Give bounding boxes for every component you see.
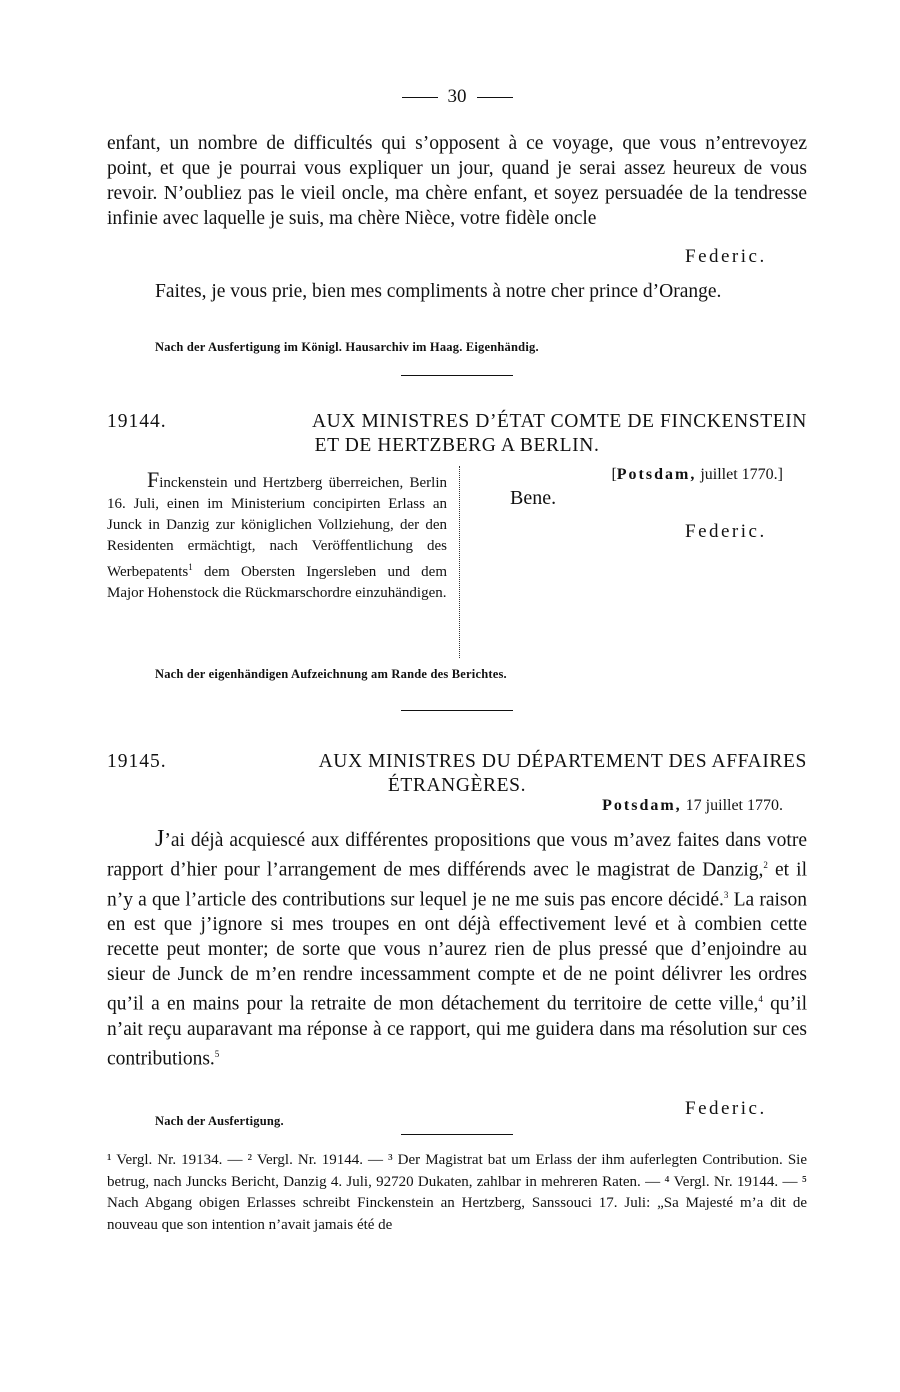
header-dash-right <box>477 97 513 98</box>
heading-line-1: AUX MINISTRES DU DÉPARTEMENT DES AFFAIRES <box>318 751 807 772</box>
section-divider <box>401 375 513 376</box>
heading-line-1: AUX MINISTRES D’ÉTAT COMTE DE FINCKENSTEIN <box>311 411 807 432</box>
letter-19144-heading <box>107 410 807 458</box>
footnote-ref-3: 3 <box>723 889 729 900</box>
footnote-ref-1: 1 <box>188 562 193 572</box>
letter-19145-dateline <box>407 797 783 815</box>
page-header <box>107 86 807 108</box>
body-text: ’ai déjà acquiescé aux différentes propositions que vous m’avez faites dans votre rapport d’hier pour l’arrangement de mes différends avec le magistrat de Danzig, <box>107 830 807 881</box>
letter-19145-heading <box>107 750 807 798</box>
section-divider <box>401 710 513 711</box>
reply-body: Bene. <box>510 487 557 509</box>
body-initial: J <box>155 826 165 852</box>
header-dash-left <box>402 97 438 98</box>
date: juillet 1770. <box>700 466 778 483</box>
letter-19144-signature: Federic. <box>685 521 767 542</box>
intro-postscript: Faites, je vous prie, bien mes compliments à notre cher prince d’Orange. <box>155 281 722 302</box>
footnote-ref-2: 2 <box>763 860 768 870</box>
body-text: et il n’y a que l’article des contributions sur lequel je ne me suis pas encore décidé. <box>107 859 807 910</box>
letter-19145-body <box>107 827 807 1071</box>
intro-source-note: Nach der Ausfertigung im Königl. Hausarchiv im Haag. Eigenhändig. <box>155 340 539 354</box>
intro-signature: Federic. <box>685 246 767 267</box>
column-divider <box>459 466 460 658</box>
intro-paragraph: enfant, un nombre de difficultés qui s’opposent à ce voyage, que vous n’entrevoyez point, et que je pourrai vous expliquer un jour, quand je serai assez heureux de vous revoir. N’oubliez pas le vieil oncle, ma chère enfant, et soyez persuadée de la tendresse infinie avec laquelle je suis, ma chère Nièce, votre fidèle oncle <box>107 133 807 229</box>
body-text: qu’il n’ait reçu auparavant ma réponse à ce rapport, qui me guidera dans ma résolution sur ces contributions. <box>107 993 807 1069</box>
footnote-ref-4: 4 <box>758 994 763 1004</box>
summary-text-end: dem Obersten Ingersleben und dem Major Hohenstock die Rückmarschordre einzuhändigen. <box>107 564 447 601</box>
page-number: 30 <box>447 86 467 107</box>
letter-19144-reply <box>477 466 783 510</box>
letter-number: 19144. <box>107 411 167 432</box>
footnote-ref-5: 5 <box>214 1048 220 1059</box>
letter-number: 19145. <box>107 751 167 772</box>
footnotes: ¹ Vergl. Nr. 19134. — ² Vergl. Nr. 19144. — ³ Der Magistrat bat um Erlass der ihm auferlegten Contribution. Sie betrug, nach Juncks Bericht, Danzig 4. Juli, 92720 Dukaten, zahlbar in mehreren Raten. — ⁴ Vergl. Nr. 19144. — ⁵ Nach Abgang obigen Erlasses schreibt Finckenstein an Hertzberg, Sanssouci 17. Juli: „Sa Majesté m’a dit de nouveau que son intention n’avait jamais été de <box>107 1152 807 1233</box>
summary-initial: F <box>147 467 160 492</box>
letter-19144-summary <box>107 469 447 604</box>
summary-text: inckenstein und Hertzberg überreichen, Berlin 16. Juli, einen im Ministerium concipirten Erlass an Junck in Danzig zur königlichen Vollziehung, der den Residenten ermächtigt, nach Veröffentlichung des Werbepatents <box>107 475 447 580</box>
dateline: [Potsdam, juillet 1770.] <box>611 466 783 483</box>
place: Potsdam, <box>602 797 682 814</box>
letter-19144-source-note: Nach der eigenhändigen Aufzeichnung am Rande des Berichtes. <box>155 667 507 681</box>
heading-line-2: ÉTRANGÈRES. <box>387 775 527 796</box>
footnote-divider <box>401 1134 513 1135</box>
body-text: La raison en est que j’ignore si mes troupes en ont déjà effectivement levé et à combien cette recette peut monter; de sorte que vous n’aurez rien de plus pressé que d’enjoindre au sieur de Junck de m’en rendre incessamment compte et de ne point délivrer les ordres qu’il a en mains pour la retraite de mon détachement du territoire de cette ville, <box>107 889 807 1015</box>
letter-19145-source-note: Nach der Ausfertigung. <box>155 1114 284 1128</box>
letter-19145-signature: Federic. <box>685 1098 767 1119</box>
place: Potsdam, <box>616 466 697 483</box>
date: 17 juillet 1770. <box>685 797 783 814</box>
heading-line-2: ET DE HERTZBERG A BERLIN. <box>314 435 600 456</box>
